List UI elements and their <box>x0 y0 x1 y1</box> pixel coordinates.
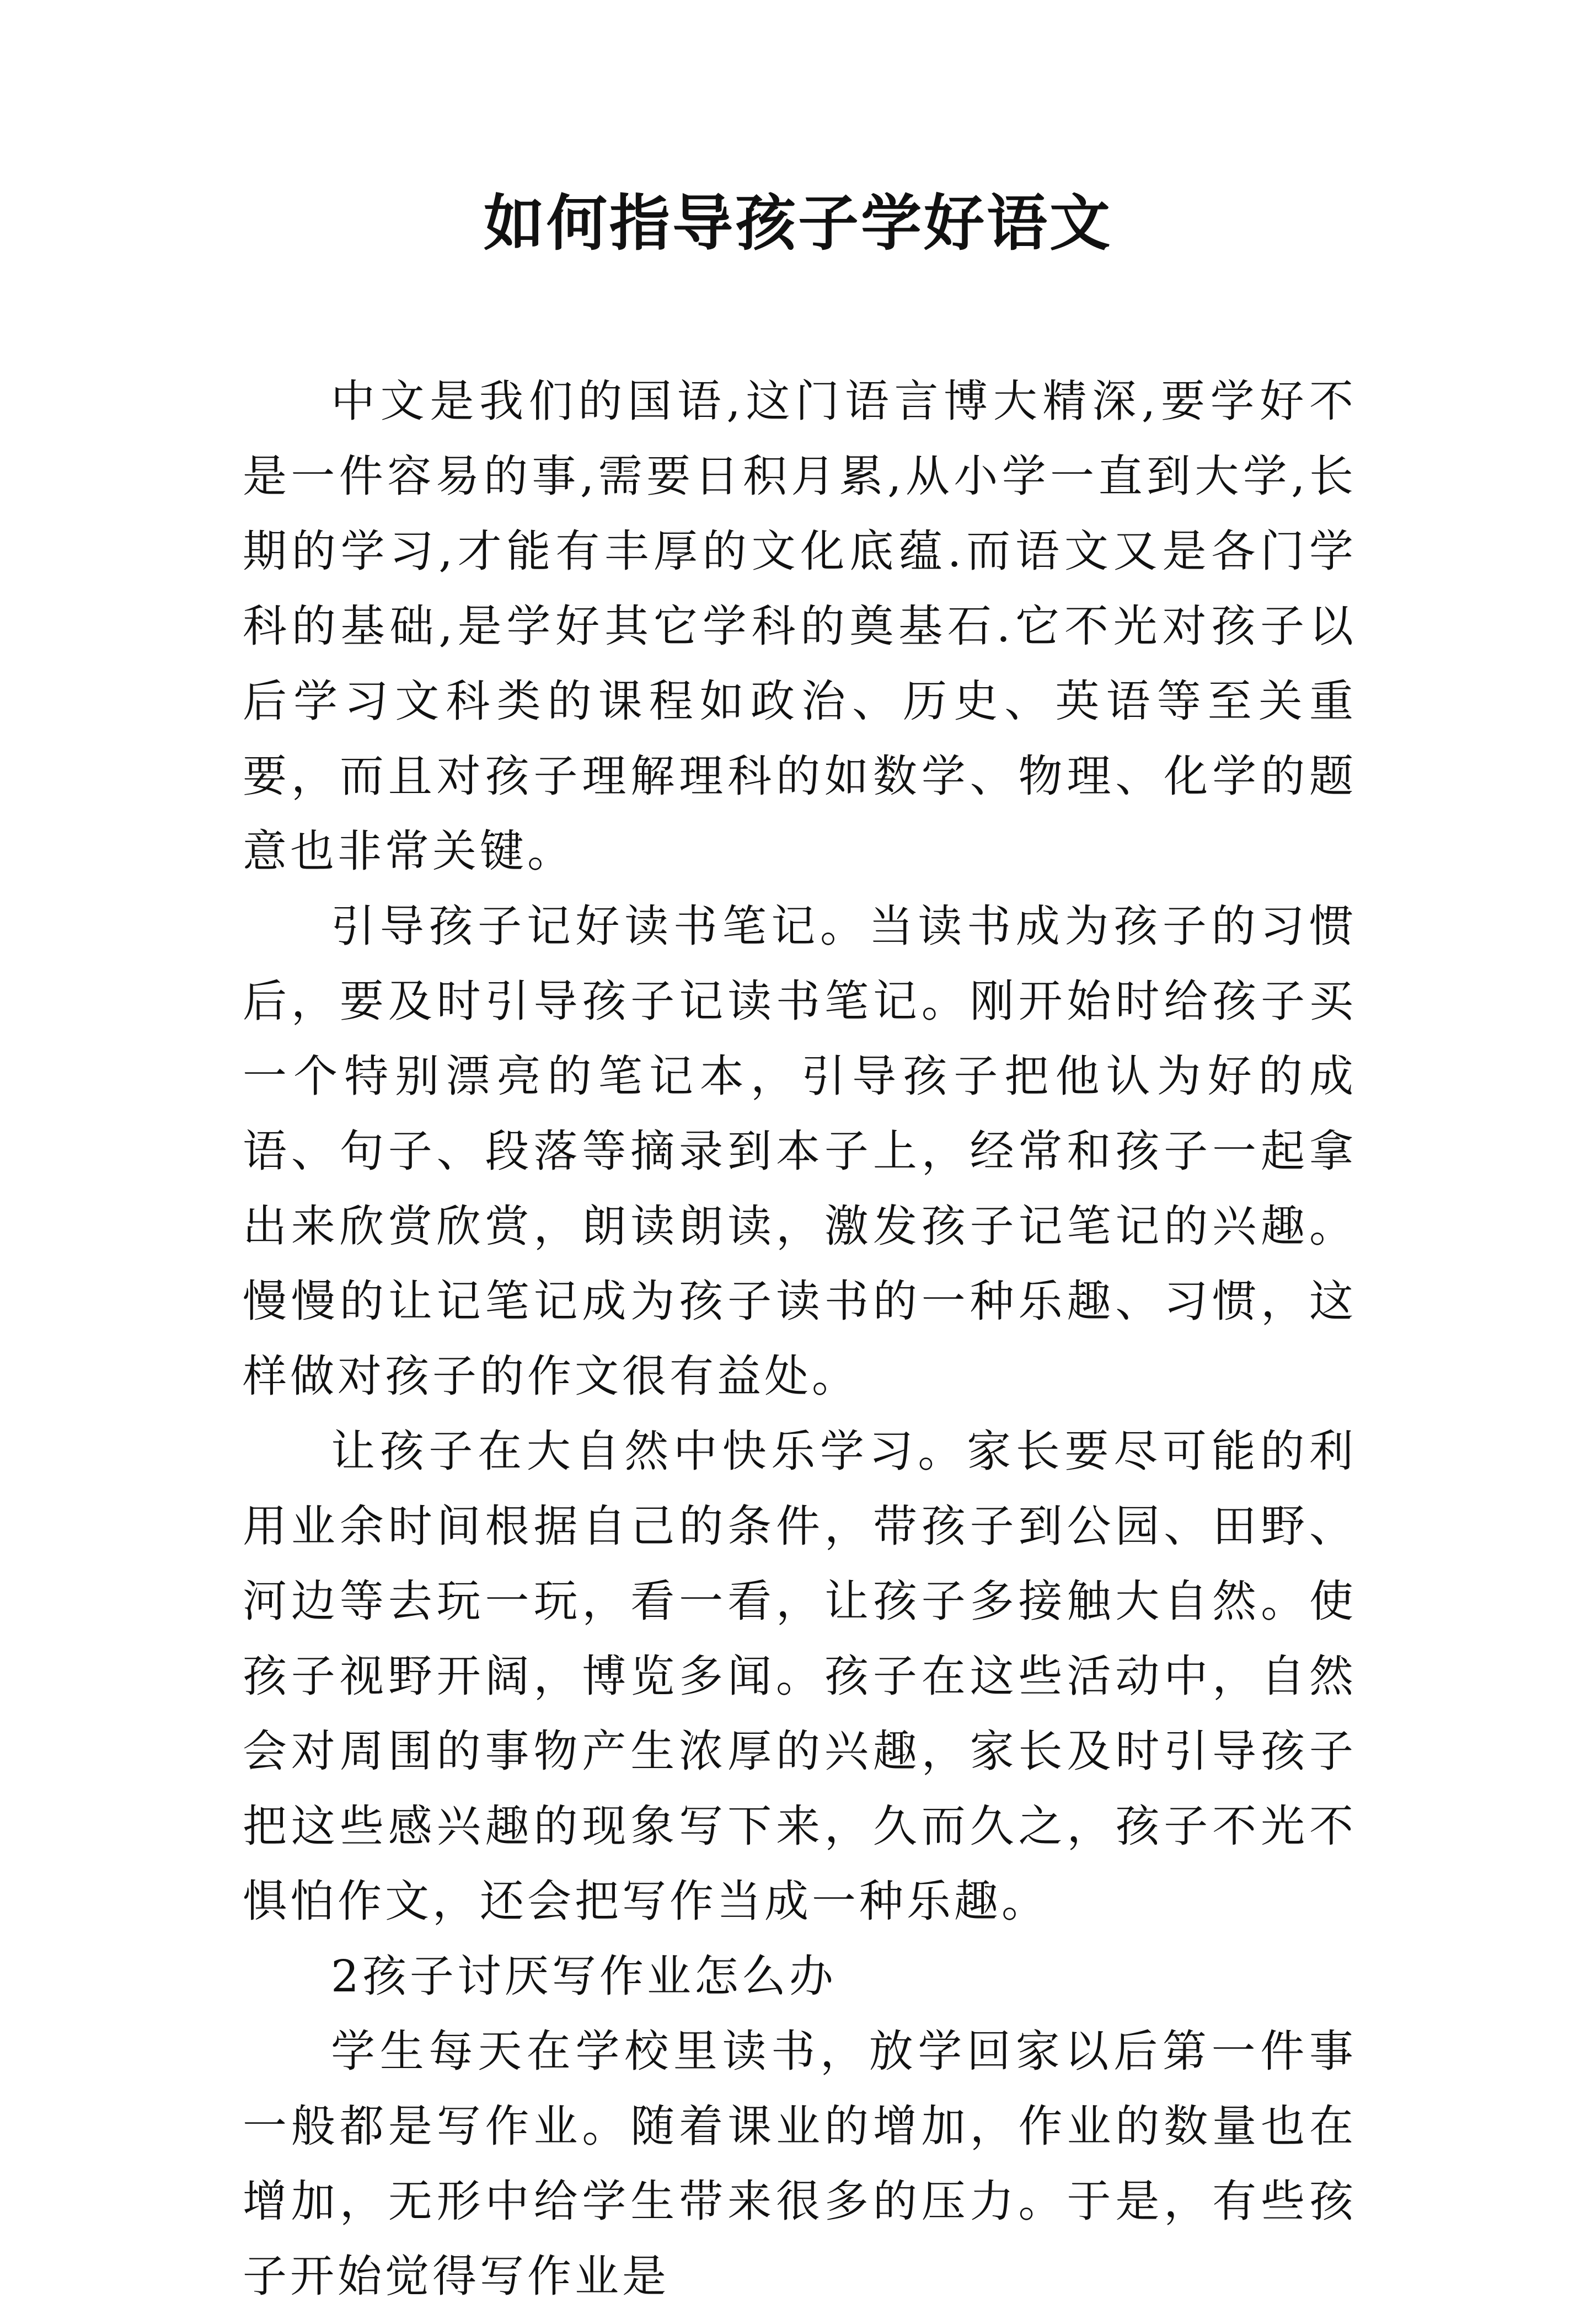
paragraph-nature-learning: 让孩子在大自然中快乐学习。家长要尽可能的利用业余时间根据自己的条件，带孩子到公园、田野、河边等去玩一玩，看一看，让孩子多接触大自然。使孩子视野开阔，博览多闻。孩子在这些活动中，自然会对周围的事物产生浓厚的兴趣，家长及时引导孩子把这些感兴趣的现象写下来，久而久之，孩子不光不惧怕作文，还会把写作当成一种乐趣。 <box>243 1426 1357 1927</box>
section-heading: 2孩子讨厌写作业怎么办 <box>331 1951 837 2002</box>
paragraph-reading-notes: 引导孩子记好读书笔记。当读书成为孩子的习惯后，要及时引导孩子记读书笔记。刚开始时给孩子买一个特别漂亮的笔记本，引导孩子把他认为好的成语、句子、段落等摘录到本子上，经常和孩子一起拿出来欣赏欣赏，朗读朗读，激发孩子记笔记的兴趣。慢慢的让记笔记成为孩子读书的一种乐趣、习惯，这样做对孩子的作文很有益处。 <box>243 901 1357 1402</box>
paragraph-homework: 学生每天在学校里读书，放学回家以后第一件事一般都是写作业。随着课业的增加，作业的数量也在增加，无形中给学生带来很多的压力。于是，有些孩子开始觉得写作业是 <box>243 2026 1357 2302</box>
document-title: 如何指导孩子学好语文 <box>484 188 1112 259</box>
paragraph-intro: 中文是我们的国语,这门语言博大精深,要学好不是一件容易的事,需要日积月累,从小学一直到大学,长期的学习,才能有丰厚的文化底蕴.而语文又是各门学科的基础,是学好其它学科的奠基石.它不光对孩子以后学习文科类的课程如政治、历史、英语等至关重要，而且对孩子理解理科的如数学、物理、化学的题意也非常关键。 <box>243 376 1357 877</box>
document-body <box>243 364 1357 2314</box>
